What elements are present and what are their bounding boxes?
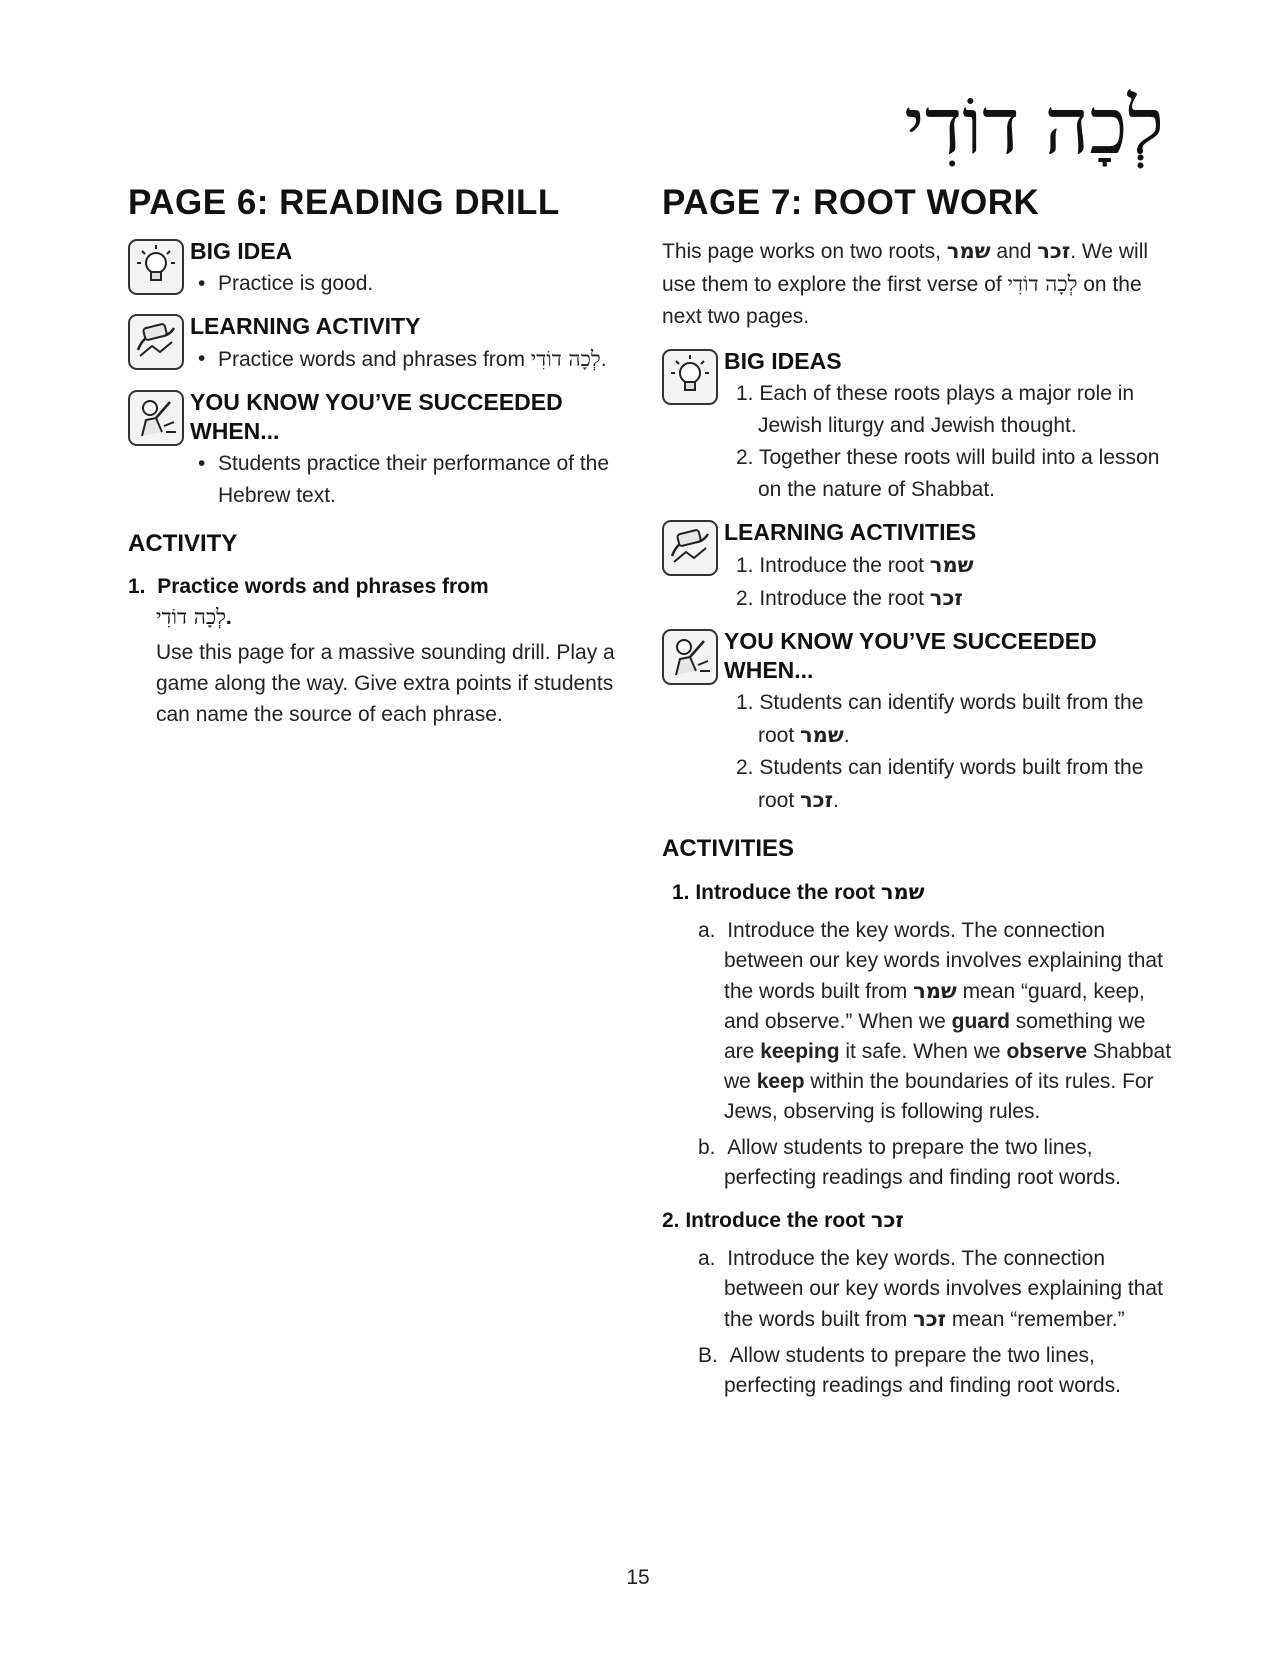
celebration-icon bbox=[128, 390, 184, 446]
right-column bbox=[662, 183, 1172, 1407]
succeeded-block bbox=[128, 388, 618, 512]
succeeded-bullet: • Students practice their performance of the Hebrew text. bbox=[218, 448, 618, 512]
big-ideas-item: 1. Each of these roots plays a major role in Jewish liturgy and Jewish thought. bbox=[736, 382, 1135, 437]
hands-activity-icon bbox=[128, 314, 184, 370]
activity-two-item-a: a. Introduce the key words. The connection between our key words involves explaining that the words built from זכר mean “remember.” bbox=[698, 1247, 1163, 1331]
succeeded-heading-line2: WHEN... bbox=[190, 418, 280, 444]
right-succeeded-heading-line2: WHEN... bbox=[724, 657, 814, 683]
root-work-intro: This page works on two roots, שמר and זכר. We will use them to explore the first verse of לְכָה דוֹדִי on the next two pages. bbox=[662, 239, 1149, 328]
big-idea-block bbox=[128, 237, 618, 300]
activity-one-item-b: b. Allow students to prepare the two lines, perfecting readings and finding root words. bbox=[698, 1136, 1121, 1189]
activity-one-item-a: a. Introduce the key words. The connection between our key words involves explaining that the words built from שמר mean “guard, keep, and observe.” When we guard something we are keeping it safe. When we observe Shabbat we keep within the boundaries of its rules. For Jews, observing is following rules. bbox=[698, 919, 1172, 1123]
big-idea-bullet: • Practice is good. bbox=[218, 268, 618, 300]
left-column bbox=[128, 183, 618, 730]
activity-two-item-b: B. Allow students to prepare the two lines, perfecting readings and finding root words. bbox=[698, 1344, 1121, 1397]
big-ideas-item: 2. Together these roots will build into a lesson on the nature of Shabbat. bbox=[736, 446, 1160, 501]
hebrew-header-title: לְכָה דוֹדִי bbox=[904, 82, 1164, 172]
celebration-icon bbox=[662, 629, 718, 685]
right-succeeded-heading-line1: YOU KNOW YOU’VE SUCCEEDED bbox=[724, 628, 1097, 654]
activity-item-text: Use this page for a massive sounding drill. Play a game along the way. Give extra points if students can name the source of each phrase. bbox=[156, 641, 615, 726]
right-succeeded-block bbox=[662, 627, 1172, 817]
activities-heading: ACTIVITIES bbox=[662, 835, 795, 862]
activity-item bbox=[128, 572, 618, 730]
learning-activities-item: 2. Introduce the root זכר bbox=[736, 586, 963, 610]
activity-one bbox=[662, 877, 1172, 1193]
activity-heading: ACTIVITY bbox=[128, 530, 238, 557]
succeeded-heading-line1: YOU KNOW YOU’VE SUCCEEDED bbox=[190, 389, 563, 415]
right-succeeded-item: 1. Students can identify words built from the root שמר. bbox=[736, 691, 1144, 747]
activity-two bbox=[662, 1205, 1172, 1401]
page7-title: PAGE 7: ROOT WORK bbox=[662, 183, 1040, 222]
learning-activity-heading: LEARNING ACTIVITY bbox=[190, 313, 421, 339]
lightbulb-icon bbox=[662, 349, 718, 405]
activity-item-head: 1. Practice words and phrases from לְכָה דוֹדִי. bbox=[128, 575, 489, 629]
learning-activities-block bbox=[662, 518, 1172, 615]
activity-one-head: 1. Introduce the root שמר bbox=[672, 880, 925, 904]
page6-title: PAGE 6: READING DRILL bbox=[128, 183, 560, 222]
big-ideas-block bbox=[662, 347, 1172, 506]
page-number: 15 bbox=[626, 1566, 650, 1589]
learning-activities-item: 1. Introduce the root שמר bbox=[736, 553, 974, 577]
lightbulb-icon bbox=[128, 239, 184, 295]
big-idea-heading: BIG IDEA bbox=[190, 238, 293, 264]
big-ideas-heading: BIG IDEAS bbox=[724, 348, 842, 374]
learning-activities-heading: LEARNING ACTIVITIES bbox=[724, 519, 977, 545]
learning-activity-bullet: • Practice words and phrases from לְכָה דוֹדִי. bbox=[218, 343, 618, 376]
hands-activity-icon bbox=[662, 520, 718, 576]
learning-activity-block bbox=[128, 312, 618, 376]
activity-two-head: 2. Introduce the root זכר bbox=[662, 1208, 904, 1232]
right-succeeded-item: 2. Students can identify words built from the root זכר. bbox=[736, 756, 1144, 812]
